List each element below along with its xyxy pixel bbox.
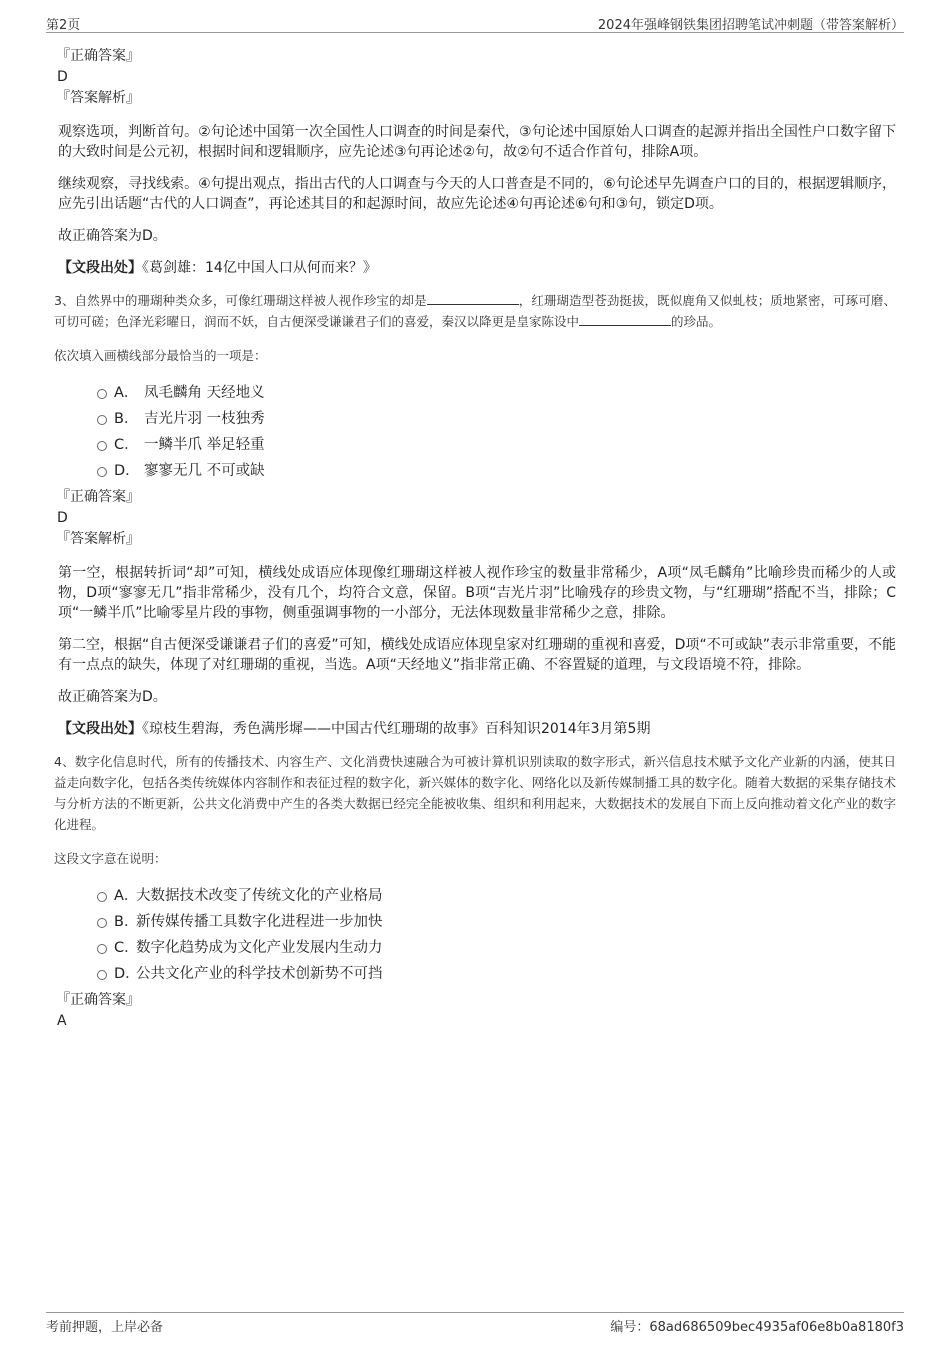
option-letter: A． (114, 385, 139, 401)
option-text: 公共文化产业的科学技术创新势不可挡 (136, 966, 383, 982)
analysis-paragraph: 第二空，根据“自古便深受谦谦君子们的喜爱”可知，横线处成语应体现皇家对红珊瑚的重视和喜爱，D项“不可或缺”表示非常重要，不能有一点点的缺失，体现了对红珊瑚的重视，当选。A项“天经地义”指非常正确、不容置疑的道理，与文段语境不符，排除。 (58, 637, 896, 673)
option-a[interactable] (56, 883, 896, 909)
question-stem: 4、数字化信息时代，所有的传播技术、内容生产、文化消费快速融合为可被计算机识别读取的数字形式，新兴信息技术赋予文化产业新的内涵，使其日益走向数字化，包括各类传统媒体内容制作和表征过程的数字化，新兴媒体的数字化、网络化以及新传媒制播工具的数字化。随着大数据的采集存储技术与分析方法的不断更新，公共文化消费中产生的各类大数据已经完全能被收集、组织和利用起来，大数据技术的发展自下而上反向推动着文化产业的数字化进程。 (54, 754, 896, 832)
option-letter: B． (114, 411, 139, 427)
source-text: 《琼枝生碧海，秀色满彤墀——中国古代红珊瑚的故事》百科知识2014年3月第5期 (142, 721, 651, 737)
radio-icon[interactable] (97, 892, 107, 902)
option-list (56, 883, 896, 987)
fill-blank (579, 311, 671, 326)
analysis-label: 『答案解析』 (56, 531, 140, 547)
page-footer (46, 1312, 904, 1333)
source-text: 《葛剑雄：14亿中国人口从何而来？》 (142, 260, 377, 276)
question-stem (54, 290, 896, 332)
analysis-paragraph: 观察选项，判断首句。②句论述中国第一次全国性人口调查的时间是秦代，③句论述中国原始人口调查的起源并指出全国性户口数字留下的大致时间是公元初，根据时间和逻辑顺序，应先论述③句再论述②句，故②句不适合作首句，排除A项。 (58, 124, 896, 160)
radio-icon[interactable] (97, 944, 107, 954)
stem-text: 的珍品。 (671, 314, 722, 329)
option-letter: B． (114, 914, 139, 930)
document-id: 编号：68ad686509bec4935af06e8b0a8180f3 (610, 1320, 904, 1335)
stem-text: 3、自然界中的珊瑚种类众多，可像红珊瑚这样被人视作珍宝的却是 (54, 293, 427, 308)
option-text: 大数据技术改变了传统文化的产业格局 (136, 888, 383, 904)
radio-icon[interactable] (97, 970, 107, 980)
option-list (56, 380, 896, 484)
radio-icon[interactable] (97, 415, 107, 425)
source-label: 【文段出处】 (58, 721, 142, 737)
answer-label: 『正确答案』 (56, 48, 140, 64)
option-d[interactable] (56, 961, 896, 987)
answer-value: A (57, 1013, 67, 1029)
analysis-label: 『答案解析』 (56, 90, 140, 106)
source-citation (58, 719, 896, 739)
question-prompt: 这段文字意在说明： (54, 851, 167, 866)
question-prompt: 依次填入画横线部分最恰当的一项是： (54, 348, 267, 363)
radio-icon[interactable] (97, 441, 107, 451)
analysis-conclusion: 故正确答案为D。 (58, 228, 167, 244)
source-citation (58, 258, 896, 278)
option-letter: A． (114, 888, 139, 904)
option-text: 一鳞半爪 举足轻重 (144, 437, 265, 453)
radio-icon[interactable] (97, 467, 107, 477)
analysis-conclusion: 故正确答案为D。 (58, 689, 167, 705)
answer-value: D (57, 69, 68, 85)
page-number: 第2页 (46, 18, 81, 33)
source-label: 【文段出处】 (58, 260, 142, 276)
option-text: 凤毛麟角 天经地义 (144, 385, 265, 401)
footer-slogan: 考前押题，上岸必备 (46, 1320, 164, 1335)
page-header (46, 14, 904, 33)
option-text: 数字化趋势成为文化产业发展内生动力 (136, 940, 383, 956)
option-d[interactable] (56, 458, 896, 484)
answer-label: 『正确答案』 (56, 992, 140, 1008)
option-letter: C． (114, 437, 139, 453)
fill-blank (427, 290, 519, 305)
option-text: 新传媒传播工具数字化进程进一步加快 (136, 914, 383, 930)
answer-label: 『正确答案』 (56, 489, 140, 505)
answer-value: D (57, 510, 68, 526)
stem-text: ，红珊瑚造型苍劲挺拔，既似鹿角又似虬枝；质地紧密，可琢可磨、可切可磋；色泽光彩曜日，润而不妖，自古便深受谦谦君子们的喜爱，秦汉以降更是皇家陈设中 (54, 293, 896, 329)
option-c[interactable] (56, 935, 896, 961)
option-c[interactable] (56, 432, 896, 458)
option-letter: D． (114, 966, 140, 982)
option-text: 寥寥无几 不可或缺 (144, 463, 265, 479)
analysis-paragraph: 第一空，根据转折词“却”可知，横线处成语应体现像红珊瑚这样被人视作珍宝的数量非常稀少，A项“凤毛麟角”比喻珍贵而稀少的人或物，D项“寥寥无几”指非常稀少，没有几个，均符合文意，保留。B项“吉光片羽”比喻残存的珍贵文物，与“红珊瑚”搭配不当，排除；C项“一鳞半爪”比喻零星片段的事物，侧重强调事物的一小部分，无法体现数量非常稀少之意，排除。 (58, 565, 896, 621)
radio-icon[interactable] (97, 389, 107, 399)
radio-icon[interactable] (97, 918, 107, 928)
option-letter: C． (114, 940, 139, 956)
document-title: 2024年强峰钢铁集团招聘笔试冲刺题（带答案解析） (597, 18, 904, 33)
analysis-paragraph: 继续观察，寻找线索。④句提出观点，指出古代的人口调查与今天的人口普查是不同的，⑥句论述早先调查户口的目的，根据逻辑顺序，应先引出话题“古代的人口调查”，再论述其目的和起源时间，故应先论述④句再论述⑥句和③句，锁定D项。 (58, 176, 896, 212)
option-text: 吉光片羽 一枝独秀 (144, 411, 265, 427)
option-a[interactable] (56, 380, 896, 406)
option-b[interactable] (56, 909, 896, 935)
page-content (56, 46, 896, 1031)
option-b[interactable] (56, 406, 896, 432)
option-letter: D． (114, 463, 140, 479)
